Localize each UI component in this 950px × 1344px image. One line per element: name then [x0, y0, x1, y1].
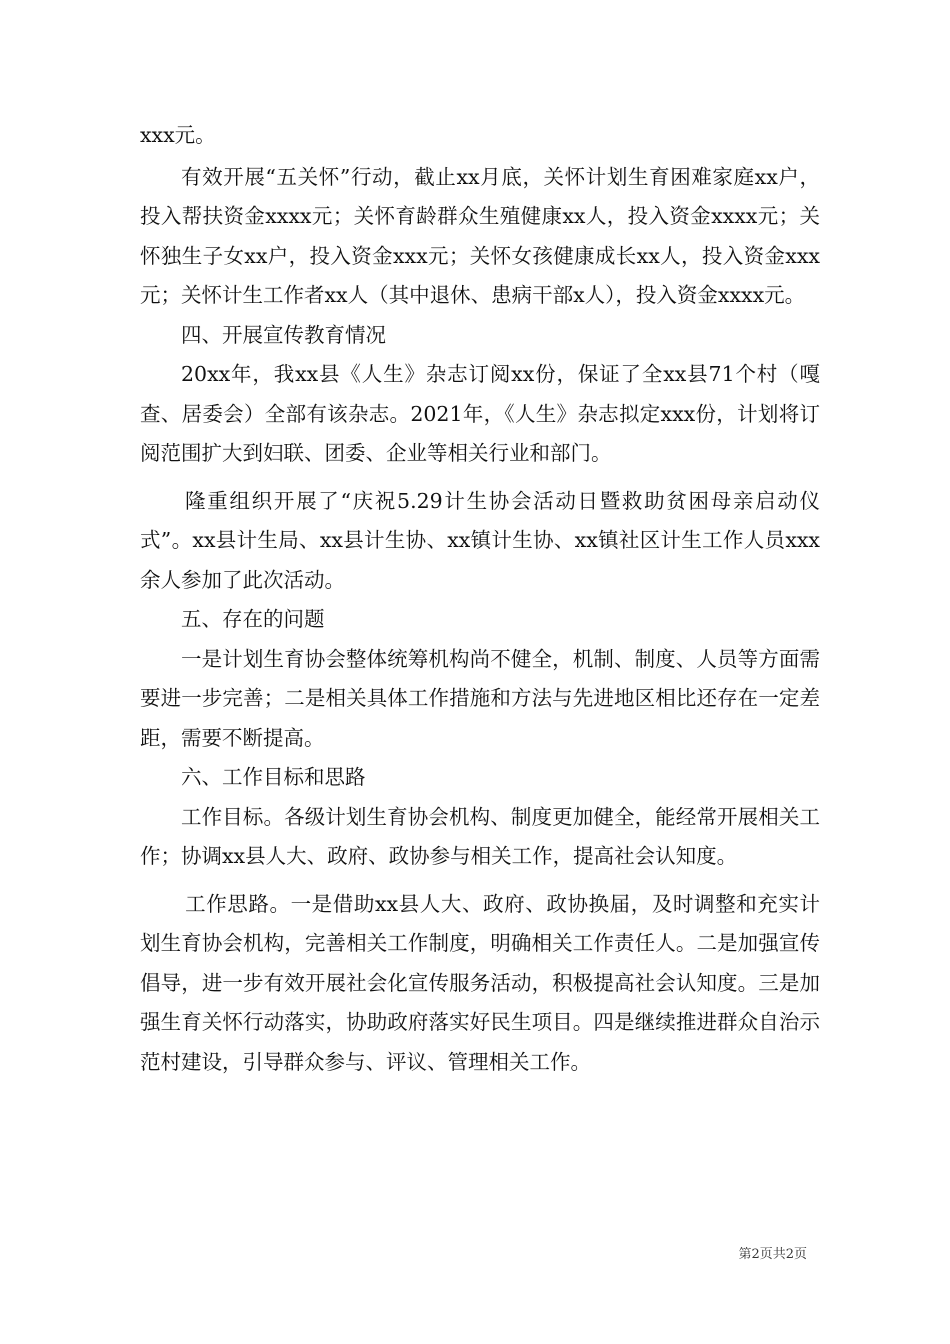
- section-heading-publicity: 四、开展宣传教育情况: [181, 322, 386, 347]
- paragraph-magazine-subscription: 20xx年，我xx县《人生》杂志订阅xx份，保证了全xx县71个村（嘎查、居委会）全部有该杂志。2021年，《人生》杂志拟定xxx份，计划将订阅范围扩大到妇联、团委、企业等相关行业和部门。: [140, 362, 820, 465]
- document-body: [140, 116, 820, 1082]
- paragraph-five-cares: 有效开展“五关怀”行动，截止xx月底，关怀计划生育困难家庭xx户，投入帮扶资金xxxx元；关怀育龄群众生殖健康xx人，投入资金xxxx元；关怀独生子女xx户，投入资金xxx元；关怀女孩健康成长xx人，投入资金xxx元；关怀计生工作者xx人（其中退休、患病干部x人），投入资金xxxx元。: [140, 164, 820, 307]
- paragraph-work-ideas: 工作思路。一是借助xx县人大、政府、政协换届，及时调整和充实计划生育协会机构，完善相关工作制度，明确相关工作责任人。二是加强宣传倡导，进一步有效开展社会化宣传服务活动，积极提高社会认知度。三是加强生育关怀行动落实，协助政府落实好民生项目。四是继续推进群众自治示范村建设，引导群众参与、评议、管理相关工作。: [140, 891, 820, 1074]
- page-number: 第2页共2页: [738, 1247, 807, 1262]
- paragraph-problems: 一是计划生育协会整体统筹机构尚不健全，机制、制度、人员等方面需要进一步完善；二是相关具体工作措施和方法与先进地区相比还存在一定差距，需要不断提高。: [140, 646, 820, 750]
- section-heading-problems: 五、存在的问题: [181, 607, 325, 631]
- section-heading-goals: 六、工作目标和思路: [181, 765, 366, 789]
- paragraph-budget-tail: xxx元。: [140, 123, 216, 147]
- paragraph-work-goals: 工作目标。各级计划生育协会机构、制度更加健全，能经常开展相关工作；协调xx县人大、政府、政协参与相关工作，提高社会认知度。: [140, 804, 820, 868]
- paragraph-celebration-event: 隆重组织开展了“庆祝5.29计生协会活动日暨救助贫困母亲启动仪式”。xx县计生局、xx县计生协、xx镇计生协、xx镇社区计生工作人员xxx余人参加了此次活动。: [140, 488, 820, 592]
